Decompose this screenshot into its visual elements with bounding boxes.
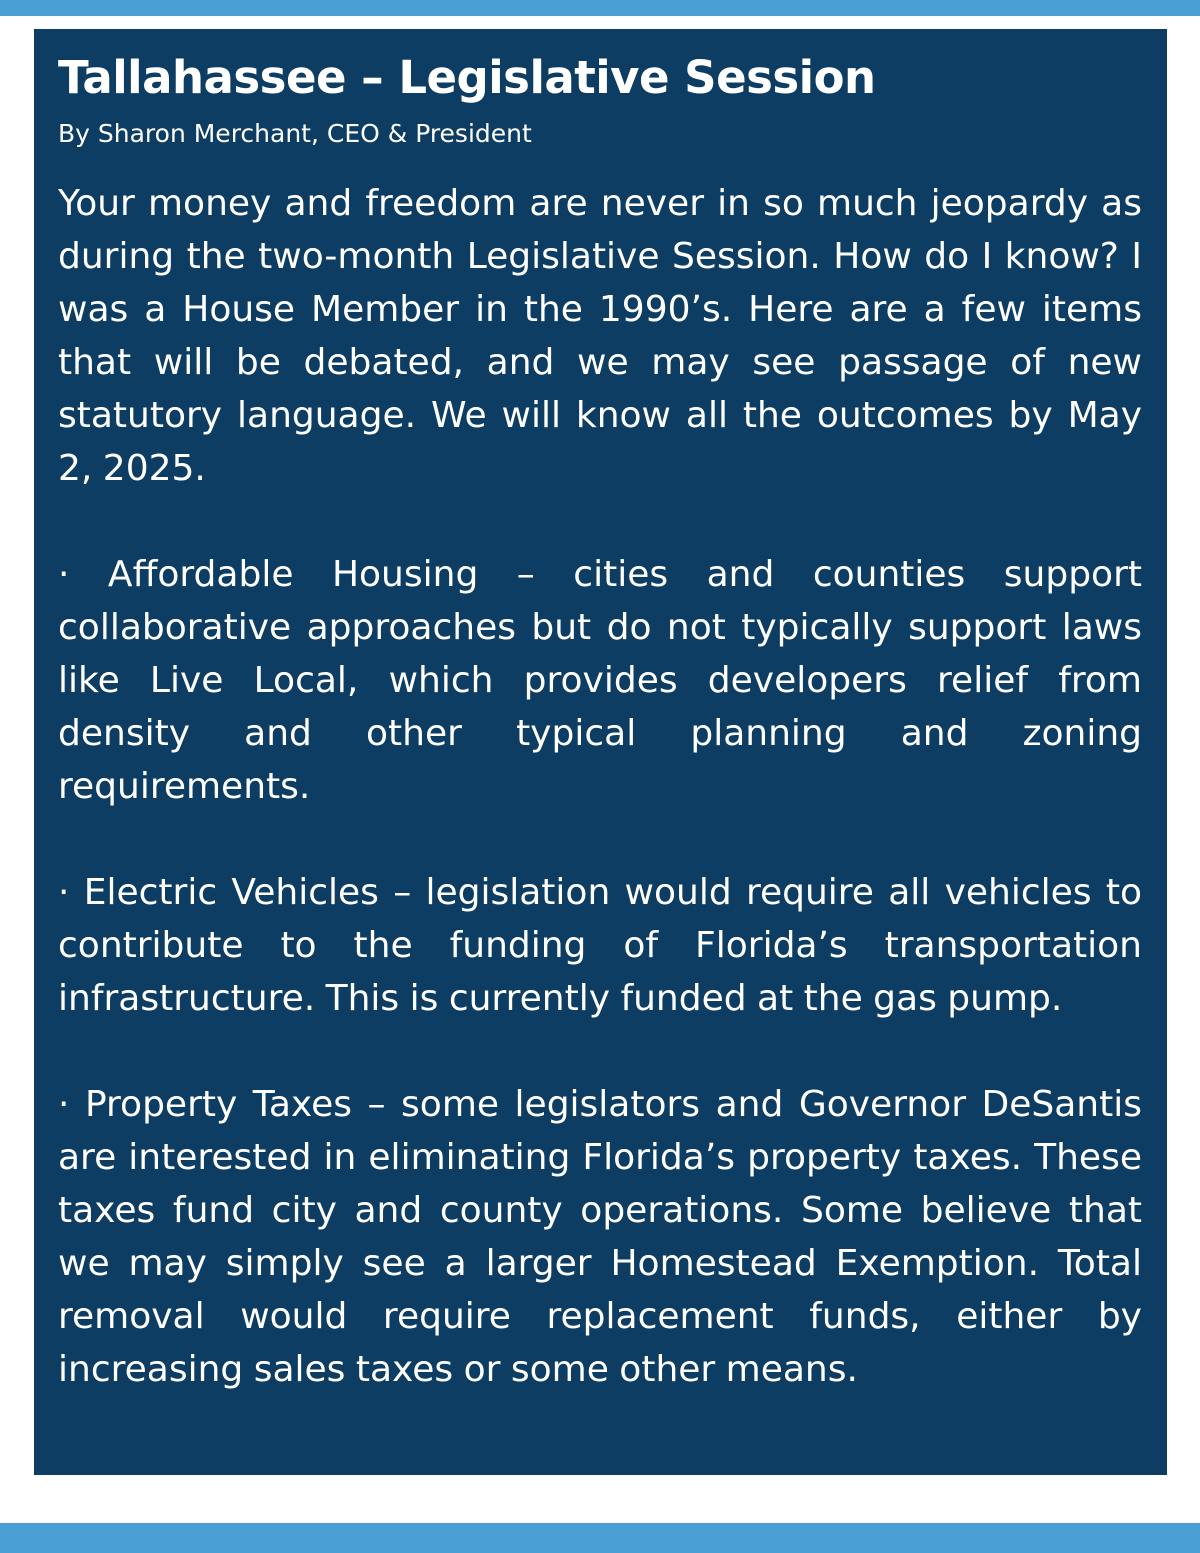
article-title: Tallahassee – Legislative Session [58, 51, 876, 104]
top-accent-bar [0, 0, 1200, 16]
electric-vehicles-paragraph: · Electric Vehicles – legislation would require all vehicles to contribute to the funding of Florida’s transportation infrastructure. This is currently funded at the gas pump. [58, 872, 1142, 1019]
article-body [58, 177, 1142, 1396]
affordable-housing-paragraph: · Affordable Housing – cities and counties support collaborative approaches but do not typically support laws like Live Local, which provides developers relief from density and other typical planning and zoning requirements. [58, 554, 1142, 807]
article-panel [34, 29, 1167, 1475]
intro-paragraph: Your money and freedom are never in so much jeopardy as during the two-month Legislative Session. How do I know? I was a House Member in the 1990’s. Here are a few items that will be debated, and we may see passage of new statutory language. We will know all the outcomes by May 2, 2025. [58, 183, 1142, 489]
bottom-accent-bar [0, 1523, 1200, 1553]
property-taxes-paragraph: · Property Taxes – some legislators and Governor DeSantis are interested in eliminating Florida’s property taxes. These taxes fund city and county operations. Some believe that we may simply see a larger Homestead Exemption. Total removal would require replacement funds, either by increasing sales taxes or some other means. [58, 1084, 1142, 1390]
article-byline: By Sharon Merchant, CEO & President [58, 119, 532, 148]
